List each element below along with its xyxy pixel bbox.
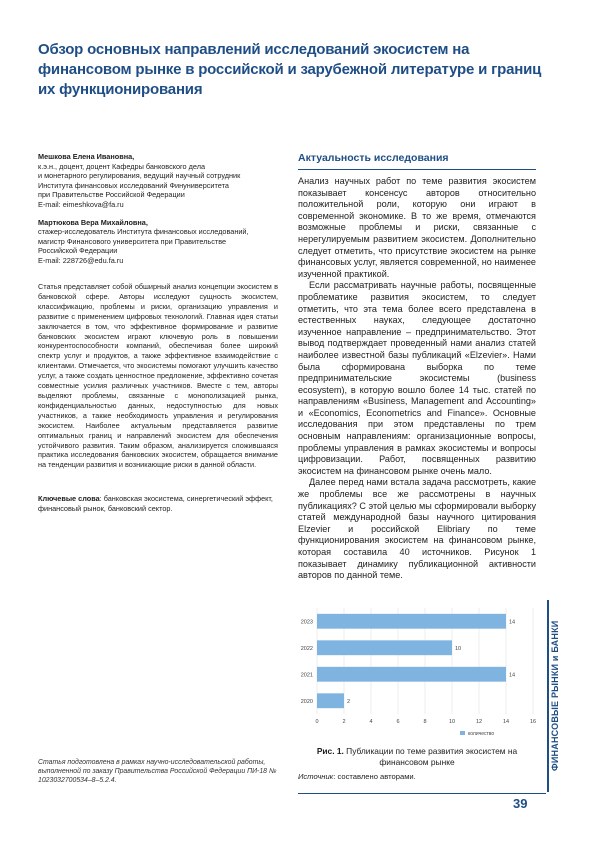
author-1-email: E-mail: eimeshkova@fa.ru bbox=[38, 199, 124, 209]
keywords-label: Ключевые слова bbox=[38, 494, 100, 503]
x-tick-label: 16 bbox=[529, 719, 537, 725]
keywords bbox=[38, 494, 278, 514]
author-2 bbox=[38, 218, 278, 266]
bar bbox=[317, 693, 344, 708]
body-text bbox=[298, 176, 536, 582]
article-title: Обзор основных направлений исследований экосистем на финансовом рынке в российской и зарубежной литературе и границ их функционирования bbox=[38, 41, 542, 98]
abstract: Статья представляет собой обширный анализ концепции экосистем в банковской сфере. Авторы исследуют сущность экосистем, классификацию, проблемы и риски, организацию управления и развитие с применением цифровых технологий. Главная идея статьи заключается в том, что эффективное формирование и развитие банковских экосистем играют ключевую роль в повышении конкурентоспособности компаний, обеспечивая более широкий спектр услуг и продуктов, а также эффективное взаимодействие с клиентами. Отмечается, что экосистемы помогают улучшить качество услуг, а также создать ценностное предложение, эффективно сочетая совместные усилия различных участников. Вместе с тем, авторы выделяют проблемы, связанные с монополизацией рынка, конфиденциальностью данных, недоступностью для новых участников, а также необходимость управления и регулирования экосистем. Наиболее актуальным представляется развитие оптимальных границ и направлений экосистем для обеспечения устойчивого развития. Таким образом, анализируется сложившаяся практика исследования банковских экосистем, обращается внимание на тенденции развития и возникающие риски в данной области. bbox=[38, 282, 278, 470]
author-1-line: при Правительстве Российской Федерации bbox=[38, 190, 185, 200]
author-2-line: Российской Федерации bbox=[38, 246, 118, 256]
author-1-name: Мешкова Елена Ивановна, bbox=[38, 152, 135, 161]
data-label: 14 bbox=[509, 672, 516, 679]
page-number: 39 bbox=[513, 796, 528, 811]
figure-label: Рис. 1. bbox=[316, 746, 344, 756]
x-tick-label: 10 bbox=[448, 719, 456, 725]
body-paragraph: Если рассматривать научные работы, посвященные проблематике развития экосистем, то следует отметить, что эта тема более всего представлена в естественных науках, следующее достаточно изученное направление – предпринимательство. Этот вывод подтверждает проведенный нами анализ статей наиболее известной базы публикаций «Elzevier». Нами была сформирована выборка по теме предпринимательские экосистемы (business ecosystem), в которую вошло более 14 тыс. статей по направлениям «Business, Management and Accounting» и «Economics, Econometrics and Finance». Основные исследования при этом представлены по трем основным направлениям: организационные вопросы, проблемы управления в рамках экосистемы и вопросы цифровизации. Работ, посвященных развитию экосистем на финансовом рынке очень мало. bbox=[298, 280, 536, 476]
author-2-email: E-mail: 228726@edu.fa.ru bbox=[38, 255, 124, 265]
y-tick-label: 2021 bbox=[300, 672, 313, 679]
source-text: : составлено авторами. bbox=[333, 772, 416, 781]
y-tick-label: 2020 bbox=[300, 698, 313, 705]
section-heading: Актуальность исследования bbox=[298, 152, 449, 164]
funding-note: Статья подготовлена в рамках научно-исследовательской работы, выполненной по заказу Правительства Российской Федерации ПИ-18 № 1023032700534–8–5.2.4. bbox=[38, 759, 277, 785]
data-label: 2 bbox=[347, 698, 351, 705]
legend-label: количество bbox=[468, 731, 495, 737]
authors-block bbox=[38, 152, 278, 274]
figure-source bbox=[298, 772, 416, 781]
heading-divider bbox=[298, 169, 536, 170]
footer-divider bbox=[298, 793, 546, 794]
data-label: 14 bbox=[509, 619, 516, 626]
figure-caption bbox=[298, 746, 536, 767]
source-label: Источник bbox=[298, 772, 334, 781]
bar-chart-svg bbox=[290, 604, 538, 742]
x-tick-label: 8 bbox=[423, 719, 427, 725]
bar bbox=[317, 614, 506, 629]
x-tick-label: 4 bbox=[369, 719, 373, 725]
y-tick-label: 2022 bbox=[300, 645, 313, 652]
author-1-line: Института финансовых исследований Финуниверситета bbox=[38, 180, 229, 190]
body-paragraph: Далее перед нами встала задача рассмотреть, какие же проблемы все же рассмотрены в научных публикациях? С этой целью мы сформировали выборку статей международной базы научного цитирования Elzevier и российской Elibriary по теме функционирования экосистем на финансовом рынке, которая составила 40 источников. Рисунок 1 показывает динамику публикационной активности авторов по данной теме. bbox=[298, 477, 536, 581]
bar bbox=[317, 667, 506, 682]
figure-caption-text: Публикации по теме развития экосистем на финансовом рынке bbox=[343, 746, 518, 767]
author-2-name: Мартюкова Вера Михайловна, bbox=[38, 217, 148, 227]
data-label: 10 bbox=[455, 645, 462, 652]
bar bbox=[317, 640, 452, 655]
author-2-line: стажер-исследователь Института финансовых исследований, bbox=[38, 227, 249, 237]
journal-section-label: ФИНАНСОВЫЕ РЫНКИ и БАНКИ bbox=[550, 620, 560, 772]
side-divider bbox=[547, 600, 549, 792]
figure-1-chart bbox=[290, 604, 538, 742]
x-tick-label: 2 bbox=[342, 719, 346, 725]
author-1 bbox=[38, 152, 278, 210]
legend-swatch bbox=[460, 731, 465, 735]
author-1-line: и монетарного регулирования, ведущий научный сотрудник bbox=[38, 171, 241, 181]
body-paragraph: Анализ научных работ по теме развития экосистем показывает консенсус авторов относительно положительной роли, которую они играют в современной экономике. В то же время, отмечаются возможные проблемы и риски, связанные с нерегулируемым развитием экосистем. Дополнительно следует отметить, что присутствие экосистем на рынке финансовых услуг, является современной, но наименее изученной практикой. bbox=[298, 176, 536, 279]
x-tick-label: 0 bbox=[315, 719, 319, 725]
author-1-line: к.э.н., доцент, доцент Кафедры банковского дела bbox=[38, 161, 206, 171]
x-tick-label: 14 bbox=[502, 719, 510, 725]
keywords-text: : банковская экосистема, синергетический эффект, финансовый рынок, банковский сектор. bbox=[38, 494, 273, 513]
x-tick-label: 12 bbox=[475, 719, 483, 725]
y-tick-label: 2023 bbox=[300, 619, 313, 626]
x-tick-label: 6 bbox=[396, 719, 400, 725]
author-2-line: магистр Финансового университета при Правительстве bbox=[38, 236, 227, 246]
